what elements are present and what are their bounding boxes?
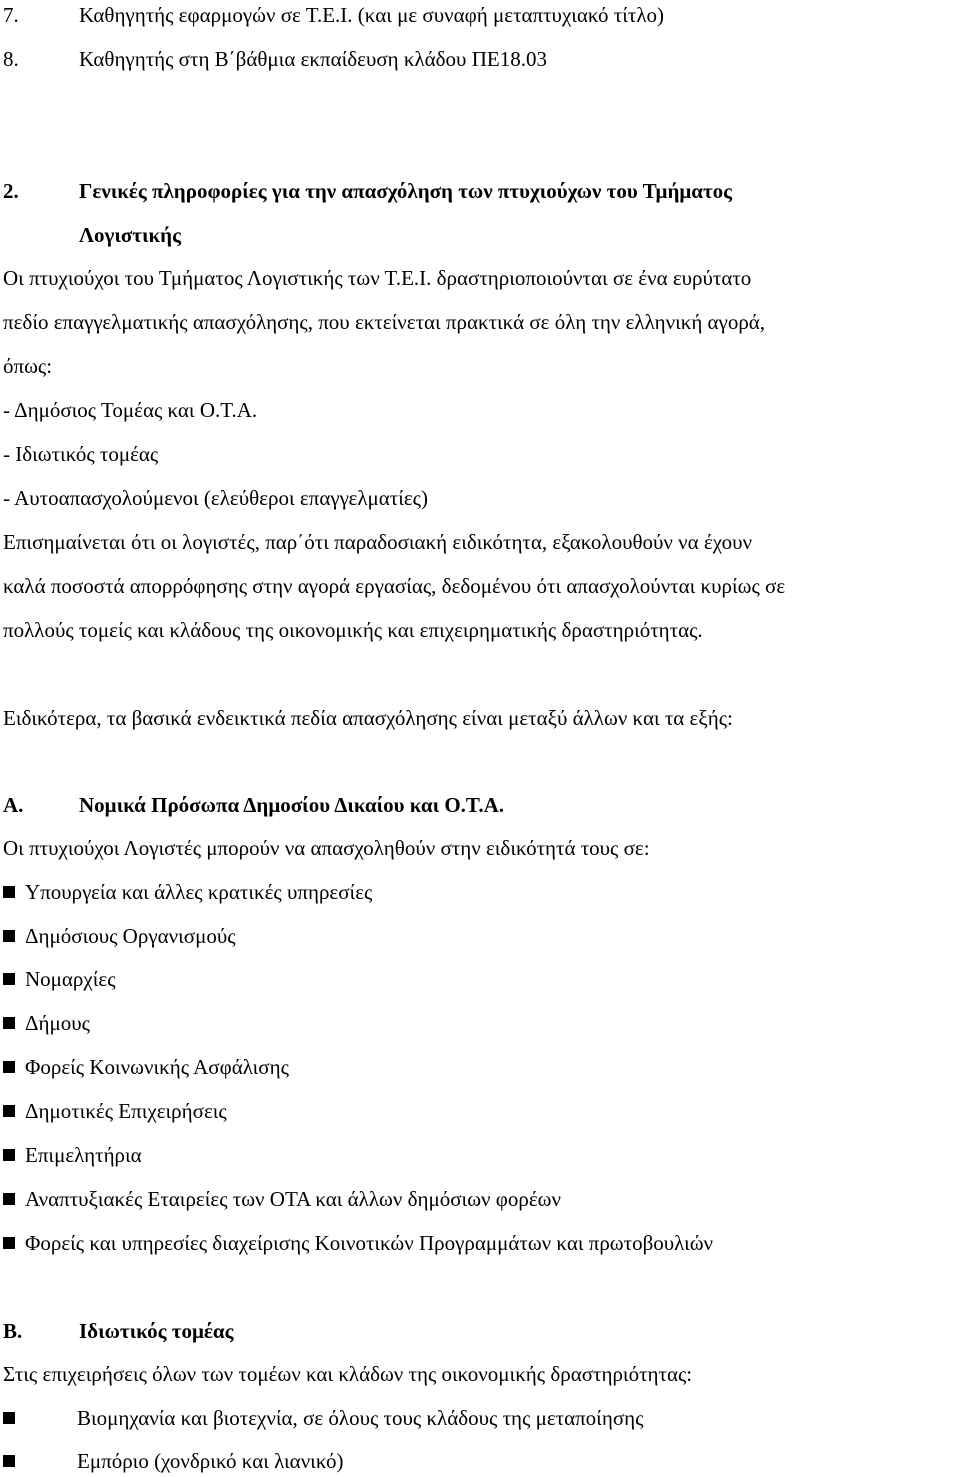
- note-line: Επισημαίνεται ότι οι λογιστές, παρ΄ότι παραδοσιακή ειδικότητα, εξακολουθούν να έχουν: [3, 530, 752, 554]
- square-bullet-icon: [3, 886, 15, 898]
- square-bullet-icon: [3, 1105, 15, 1117]
- item-number: 8.: [3, 47, 19, 71]
- specific-fields-line: Ειδικότερα, τα βασικά ενδεικτικά πεδία απασχόλησης είναι μεταξύ άλλων και τα εξής:: [3, 706, 733, 730]
- bullet-text: Υπουργεία και άλλες κρατικές υπηρεσίες: [25, 880, 373, 904]
- subsection-letter: Α.: [3, 793, 24, 817]
- subsection-intro: Στις επιχειρήσεις όλων των τομέων και κλάδων της οικονομικής δραστηριότητας:: [3, 1362, 693, 1386]
- bullet-item: [3, 1230, 713, 1256]
- section-heading-line1: Γενικές πληροφορίες για την απασχόληση των πτυχιούχων του Τμήματος: [79, 179, 733, 203]
- square-bullet-icon: [3, 1237, 15, 1249]
- subsection-letter: Β.: [3, 1319, 23, 1343]
- bullet-text: Δημοτικές Επιχειρήσεις: [25, 1099, 227, 1123]
- dash-item: - Αυτοαπασχολούμενοι (ελεύθεροι επαγγελματίες): [3, 486, 428, 510]
- bullet-text: Φορείς Κοινωνικής Ασφάλισης: [25, 1055, 289, 1079]
- note-line: πολλούς τομείς και κλάδους της οικονομικής και επιχειρηματικής δραστηριότητας.: [3, 618, 703, 642]
- bullet-text: Φορείς και υπηρεσίες διαχείρισης Κοινοτικών Προγραμμάτων και πρωτοβουλιών: [25, 1231, 714, 1255]
- square-bullet-icon: [3, 930, 15, 942]
- bullet-item: [3, 1448, 343, 1474]
- square-bullet-icon: [3, 1017, 15, 1029]
- intro-line: όπως:: [3, 354, 53, 378]
- note-line: καλά ποσοστά απορρόφησης στην αγορά εργασίας, δεδομένου ότι απασχολούνται κυρίως σε: [3, 574, 786, 598]
- bullet-text: Βιομηχανία και βιοτεχνία, σε όλους τους κλάδους της μεταποίησης: [77, 1406, 644, 1430]
- dash-item: - Ιδιωτικός τομέας: [3, 442, 159, 466]
- section-heading: [3, 178, 732, 204]
- bullet-item: [3, 1405, 643, 1431]
- bullet-text: Εμπόριο (χονδρικό και λιανικό): [77, 1449, 344, 1473]
- subsection-intro: Οι πτυχιούχοι Λογιστές μπορούν να απασχοληθούν στην ειδικότητά τους σε:: [3, 836, 650, 860]
- square-bullet-icon: [3, 1149, 15, 1161]
- item-text: Καθηγητής εφαρμογών σε Τ.Ε.Ι. (και με συναφή μεταπτυχιακό τίτλο): [79, 3, 664, 27]
- subsection-heading-b: [3, 1318, 233, 1344]
- square-bullet-icon: [3, 1193, 15, 1205]
- bullet-text: Δήμους: [25, 1011, 90, 1035]
- bullet-text: Επιμελητήρια: [25, 1143, 142, 1167]
- bullet-item: [3, 1186, 561, 1212]
- bullet-text: Αναπτυξιακές Εταιρείες των ΟΤΑ και άλλων δημόσιων φορέων: [25, 1187, 561, 1211]
- bullet-text: Νομαρχίες: [25, 967, 116, 991]
- bullet-item: [3, 1054, 289, 1080]
- numbered-item-7: [3, 2, 664, 28]
- dash-item: - Δημόσιος Τομέας και Ο.Τ.Α.: [3, 398, 258, 422]
- bullet-item: [3, 1098, 227, 1124]
- square-bullet-icon: [3, 1412, 15, 1424]
- subsection-title: Ιδιωτικός τομέας: [79, 1319, 234, 1343]
- square-bullet-icon: [3, 1061, 15, 1073]
- bullet-item: [3, 966, 116, 992]
- item-text: Καθηγητής στη Β΄βάθμια εκπαίδευση κλάδου ΠΕ18.03: [79, 47, 547, 71]
- square-bullet-icon: [3, 973, 15, 985]
- numbered-item-8: [3, 46, 547, 72]
- subsection-title: Νομικά Πρόσωπα Δημοσίου Δικαίου και Ο.Τ.Α.: [79, 793, 505, 817]
- square-bullet-icon: [3, 1455, 15, 1467]
- section-heading-line2: Λογιστικής: [79, 223, 181, 247]
- bullet-item: [3, 879, 372, 905]
- intro-line: πεδίο επαγγελματικής απασχόλησης, που εκτείνεται πρακτικά σε όλη την ελληνική αγορά,: [3, 310, 766, 334]
- intro-line: Οι πτυχιούχοι του Τμήματος Λογιστικής των Τ.Ε.Ι. δραστηριοποιούνται σε ένα ευρύτατο: [3, 266, 752, 290]
- item-number: 7.: [3, 3, 19, 27]
- bullet-text: Δημόσιους Οργανισμούς: [25, 924, 236, 948]
- bullet-item: [3, 923, 236, 949]
- section-number: 2.: [3, 179, 19, 203]
- bullet-item: [3, 1142, 142, 1168]
- subsection-heading-a: [3, 792, 504, 818]
- bullet-item: [3, 1010, 90, 1036]
